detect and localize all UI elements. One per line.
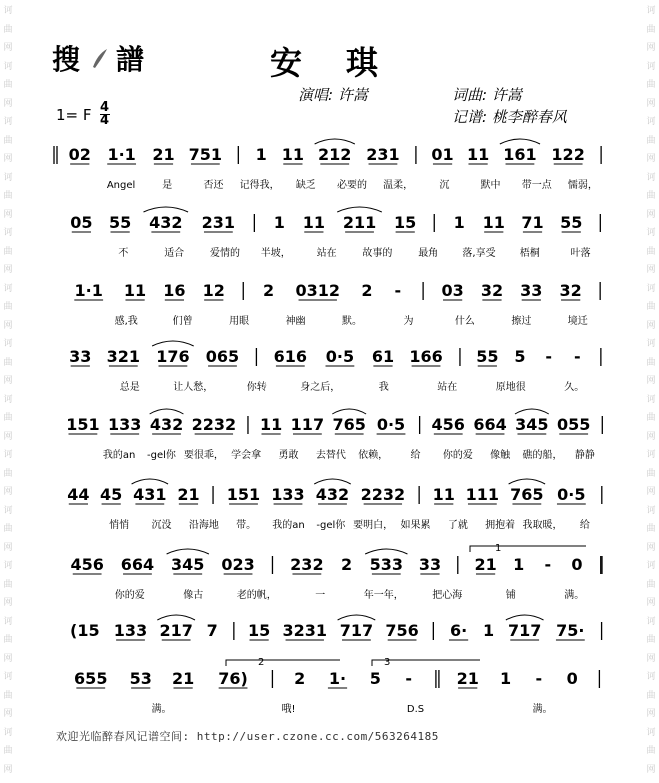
watermark-char: 诃 bbox=[3, 672, 13, 682]
lyric-word: 适合 bbox=[164, 248, 185, 259]
watermark-char: 曲 bbox=[3, 468, 13, 479]
lyric-word: 像触 bbox=[490, 450, 511, 461]
note-group: 217 bbox=[159, 621, 193, 640]
watermark-char: 诃 bbox=[3, 61, 13, 72]
note-group: 71 bbox=[521, 213, 544, 232]
note-group: 33 bbox=[69, 347, 92, 366]
lyric-word: 满。 bbox=[564, 590, 585, 601]
note-group: (15 bbox=[70, 621, 100, 640]
note-group: 133 bbox=[108, 415, 142, 434]
note-group: 717 bbox=[507, 621, 542, 640]
note-group: 21 bbox=[177, 485, 200, 504]
note-group: 1·1 bbox=[74, 281, 103, 300]
lyric-word: 如果累 bbox=[400, 520, 431, 531]
note-group: 44 bbox=[67, 485, 90, 504]
time-bottom: 4 bbox=[99, 113, 110, 128]
note-group: 1· bbox=[328, 669, 347, 688]
note-group: 0·5 bbox=[325, 347, 355, 366]
volta-bracket bbox=[226, 660, 340, 666]
watermark-char: 曲 bbox=[3, 635, 13, 645]
lyric-word: 拥抱着 bbox=[485, 520, 516, 531]
note-group: 11 bbox=[466, 145, 490, 164]
volta-number: 1 bbox=[495, 543, 502, 554]
lyric-word: 最角 bbox=[418, 248, 439, 259]
lyric-word: 带一点 bbox=[521, 180, 552, 191]
singer-credit: 演唱: 许嵩 bbox=[298, 86, 368, 104]
slur bbox=[132, 479, 168, 484]
slur bbox=[332, 409, 366, 414]
watermark-char: 曲 bbox=[646, 524, 656, 534]
slur bbox=[509, 479, 545, 484]
slur bbox=[152, 341, 194, 346]
lyric-word: 为 bbox=[403, 316, 414, 327]
note-group: 664 bbox=[120, 555, 155, 574]
watermark-char: 诃 bbox=[646, 61, 656, 72]
lyric-word: 我的an bbox=[102, 450, 136, 461]
watermark-char: 网 bbox=[3, 709, 13, 719]
note-group: 432 bbox=[149, 415, 184, 434]
note-group: - bbox=[544, 555, 552, 574]
watermark-char: 诃 bbox=[3, 450, 13, 460]
watermark-char: 诃 bbox=[646, 561, 656, 571]
note-group: 456 bbox=[70, 555, 104, 574]
slur bbox=[143, 207, 188, 212]
note-group: 11 bbox=[432, 485, 455, 504]
note-group: 117 bbox=[290, 415, 325, 434]
watermark-char: 网 bbox=[3, 209, 13, 220]
note-group: 61 bbox=[371, 347, 395, 366]
lyric-word: 原地很 bbox=[495, 382, 526, 393]
slur bbox=[167, 549, 209, 554]
watermark-char: 诃 bbox=[3, 117, 13, 127]
note-group: 431 bbox=[133, 485, 167, 504]
watermark-char: 网 bbox=[3, 487, 13, 497]
watermark-char: 曲 bbox=[646, 468, 656, 479]
lyric-word: 是 bbox=[162, 180, 173, 191]
watermark-char: 曲 bbox=[646, 413, 656, 423]
note-group: - bbox=[535, 669, 543, 688]
lyric-word: 静静 bbox=[574, 450, 595, 461]
watermark-char: 网 bbox=[3, 764, 13, 775]
note-group: 345 bbox=[171, 555, 205, 574]
watermark-char: 网 bbox=[3, 320, 13, 331]
watermark-char: 诃 bbox=[646, 394, 656, 405]
watermark-char: 诃 bbox=[646, 6, 656, 16]
lyric-word: 把心海 bbox=[432, 590, 463, 601]
note-group: 2 bbox=[341, 555, 353, 574]
watermark-char: 曲 bbox=[646, 246, 656, 257]
slur bbox=[506, 615, 544, 620]
logo-char-1: 搜 bbox=[52, 43, 85, 76]
note-group: 717 bbox=[339, 621, 374, 640]
note-group: 0312 bbox=[295, 281, 340, 300]
lyric-word: 久。 bbox=[564, 382, 585, 393]
lyric-word: 懦弱， bbox=[567, 180, 598, 191]
watermark-char: 诃 bbox=[3, 561, 13, 571]
time-top: 4 bbox=[99, 100, 110, 115]
note-group: 33 bbox=[520, 281, 543, 300]
note-group: 756 bbox=[385, 621, 419, 640]
lyric-word: 给 bbox=[410, 450, 421, 461]
watermark-char: 网 bbox=[646, 154, 656, 164]
note-group: 345 bbox=[515, 415, 549, 434]
watermark-char: 诃 bbox=[646, 616, 656, 627]
lyric-word: -gel你 bbox=[147, 450, 176, 461]
slur bbox=[365, 549, 407, 554]
note-group: 32 bbox=[559, 281, 582, 300]
note-group: 151 bbox=[226, 485, 261, 504]
note-group: 2232 bbox=[360, 485, 406, 504]
watermark-char: 曲 bbox=[3, 746, 13, 756]
slur bbox=[314, 479, 350, 484]
watermark-char: 网 bbox=[3, 265, 13, 275]
watermark-char: 诃 bbox=[646, 172, 656, 183]
note-group: 21 bbox=[474, 555, 497, 574]
lyric-word: 铺 bbox=[505, 590, 516, 601]
lyric-word: 像古 bbox=[183, 590, 204, 601]
note-group: 456 bbox=[431, 415, 465, 434]
note-group: 11 bbox=[482, 213, 505, 232]
note-group: 0·5 bbox=[557, 485, 586, 504]
watermark-char: 诃 bbox=[3, 394, 13, 405]
note-group: - bbox=[574, 347, 581, 366]
lyric-word: 用眼 bbox=[229, 316, 250, 327]
watermark-char: 诃 bbox=[646, 672, 656, 682]
watermark-char: 曲 bbox=[646, 302, 656, 312]
note-group: 05 bbox=[70, 213, 93, 232]
watermark-char: 诃 bbox=[3, 172, 13, 183]
lyric-word: 沉 bbox=[439, 180, 450, 191]
note-group: 21 bbox=[456, 669, 479, 688]
lyric-word: 感,我 bbox=[114, 316, 138, 327]
note-group: 6· bbox=[449, 621, 468, 640]
watermark-char: 曲 bbox=[646, 746, 656, 756]
note-group: 1 bbox=[499, 669, 512, 688]
note-group: 212 bbox=[318, 145, 352, 164]
lyric-word: 擦过 bbox=[511, 316, 532, 327]
note-group: 11 bbox=[123, 281, 147, 300]
note-group: 166 bbox=[409, 347, 443, 366]
volta-number: 3 bbox=[384, 657, 391, 668]
note-group: 161 bbox=[503, 145, 537, 164]
note-group: 12 bbox=[202, 281, 225, 300]
footer-link-text: 欢迎光临醉春风记谱空间: http://user.czone.cc.com/563264185 bbox=[56, 730, 439, 743]
watermark-char: 网 bbox=[646, 709, 656, 719]
watermark-char: 诃 bbox=[646, 505, 656, 516]
lyric-word: 沿海地 bbox=[188, 520, 219, 531]
watermark-char: 网 bbox=[3, 98, 13, 109]
note-group: 655 bbox=[74, 669, 108, 688]
lyric-word: 故事的 bbox=[362, 248, 393, 259]
watermark-char: 网 bbox=[646, 487, 656, 497]
note-group: 1·1 bbox=[107, 145, 136, 164]
note-group: 2 bbox=[294, 669, 306, 688]
lyric-word: 温柔， bbox=[383, 180, 414, 191]
note-group: 321 bbox=[106, 347, 141, 366]
lyric-word: 站在 bbox=[316, 248, 337, 259]
watermark-char: 网 bbox=[3, 542, 13, 553]
watermark-char: 网 bbox=[646, 265, 656, 275]
note-group: 45 bbox=[100, 485, 123, 504]
note-group: 232 bbox=[290, 555, 324, 574]
volta-bracket bbox=[470, 546, 586, 552]
watermark-char: 诃 bbox=[3, 505, 13, 516]
note-group: 1 bbox=[483, 621, 495, 640]
lyric-word: 站在 bbox=[437, 382, 458, 393]
note-group: 055 bbox=[556, 415, 591, 434]
note-group: 111 bbox=[465, 485, 500, 504]
lyric-word: 记得我， bbox=[239, 180, 280, 191]
note-group: 5 bbox=[514, 347, 526, 366]
lyric-word: 叶落 bbox=[570, 248, 591, 259]
note-group: 2 bbox=[262, 281, 275, 300]
watermark-char: 诃 bbox=[3, 6, 13, 16]
watermark-char: 诃 bbox=[3, 283, 13, 294]
lyric-word: 爱情的 bbox=[210, 248, 240, 259]
watermark-char: 网 bbox=[3, 598, 13, 608]
note-group: 1 bbox=[255, 145, 267, 164]
lyric-word: 老的帆， bbox=[236, 590, 277, 601]
watermark-char: 曲 bbox=[3, 690, 13, 701]
watermark-char: 网 bbox=[646, 764, 656, 775]
lyric-word: 要明白， bbox=[353, 520, 394, 531]
slur bbox=[338, 615, 376, 620]
lyric-word: 勇敢 bbox=[278, 450, 299, 461]
lyric-word: 你的爱 bbox=[114, 590, 145, 601]
watermark-char: 曲 bbox=[646, 690, 656, 701]
note-group: 0 bbox=[571, 555, 583, 574]
lyric-word: 去替代 bbox=[315, 450, 346, 461]
note-group: 664 bbox=[473, 415, 507, 434]
watermark-char: 曲 bbox=[3, 191, 13, 201]
slur bbox=[337, 207, 382, 212]
watermark-char: 网 bbox=[3, 376, 13, 386]
note-group: 2 bbox=[361, 281, 373, 300]
watermark-char: 网 bbox=[646, 209, 656, 220]
lyric-word: 境迁 bbox=[567, 316, 588, 327]
lyric-word: 满。 bbox=[151, 704, 172, 715]
watermark-char: 诃 bbox=[646, 228, 656, 238]
note-group: 03 bbox=[441, 281, 464, 300]
watermark-char: 诃 bbox=[646, 450, 656, 460]
slur bbox=[500, 139, 540, 144]
watermark-char: 网 bbox=[646, 653, 656, 664]
note-group: 55 bbox=[560, 213, 583, 232]
note-group: 02 bbox=[68, 145, 91, 164]
note-group: 15 bbox=[394, 213, 417, 232]
watermark-char: 网 bbox=[646, 376, 656, 386]
note-group: 1 bbox=[273, 213, 285, 232]
note-group: 065 bbox=[205, 347, 240, 366]
note-group: 75· bbox=[556, 621, 585, 640]
slur bbox=[150, 409, 184, 414]
watermark-char: 诃 bbox=[646, 117, 656, 127]
song-title: 安琪 bbox=[270, 44, 423, 82]
lyric-word: 落,享受 bbox=[462, 248, 496, 259]
lyric-word: 你转 bbox=[246, 382, 267, 393]
watermark-char: 曲 bbox=[3, 524, 13, 534]
note-group: 765 bbox=[510, 485, 544, 504]
note-group: 55 bbox=[108, 213, 132, 232]
watermark-char: 曲 bbox=[3, 24, 13, 35]
note-group: 1 bbox=[513, 555, 525, 574]
watermark-char: 网 bbox=[646, 542, 656, 553]
note-group: 11 bbox=[302, 213, 325, 232]
watermark-char: 网 bbox=[646, 431, 656, 442]
note-group: 176 bbox=[156, 347, 190, 366]
note-group: 16 bbox=[163, 281, 186, 300]
note-group: 32 bbox=[480, 281, 504, 300]
watermark-char: 诃 bbox=[3, 228, 13, 238]
note-group: 15 bbox=[247, 621, 271, 640]
watermark-char: 曲 bbox=[3, 135, 13, 146]
lyric-word: 总是 bbox=[119, 382, 140, 393]
note-group: 21 bbox=[171, 669, 195, 688]
watermark-char: 曲 bbox=[3, 80, 13, 90]
watermark-char: 曲 bbox=[646, 135, 656, 146]
lyric-word: 身之后， bbox=[300, 382, 341, 393]
lyric-word: 礁的船， bbox=[522, 450, 563, 461]
watermark-char: 诃 bbox=[3, 339, 13, 349]
note-group: 11 bbox=[259, 415, 283, 434]
note-group: 751 bbox=[188, 145, 223, 164]
note-group: 211 bbox=[342, 213, 377, 232]
note-group: 2232 bbox=[191, 415, 237, 434]
watermark-char: 诃 bbox=[646, 283, 656, 294]
watermark-char: 网 bbox=[646, 320, 656, 331]
lyric-word: 带。 bbox=[236, 520, 257, 531]
slur bbox=[315, 139, 355, 144]
lyric-word: Angel bbox=[106, 180, 136, 191]
watermark-char: 曲 bbox=[646, 357, 656, 368]
lyric-word: 沉没 bbox=[151, 520, 172, 531]
note-group: 432 bbox=[315, 485, 350, 504]
watermark-char: 曲 bbox=[3, 302, 13, 312]
lyric-word: D.S bbox=[406, 704, 425, 715]
key-label: 1= F bbox=[56, 105, 92, 124]
lyric-word: 你的爱 bbox=[442, 450, 473, 461]
lyric-word: 缺乏 bbox=[295, 180, 316, 191]
volta-number: 2 bbox=[258, 657, 265, 668]
lyric-word: 给 bbox=[579, 520, 590, 531]
logo-char-2: 譜 bbox=[116, 43, 149, 76]
lyric-word: 了就 bbox=[447, 520, 468, 531]
lyric-word: 默中 bbox=[480, 180, 501, 191]
watermark-char: 诃 bbox=[3, 727, 13, 738]
watermark-char: 曲 bbox=[3, 413, 13, 423]
transcriber-credit: 记谱: 桃李醉春风 bbox=[452, 108, 567, 126]
note-group: 55 bbox=[476, 347, 499, 366]
watermark-char: 曲 bbox=[3, 579, 13, 590]
lyric-word: 否还 bbox=[203, 180, 224, 191]
lyric-word: 默。 bbox=[342, 316, 362, 327]
watermark-char: 诃 bbox=[646, 727, 656, 738]
note-group: 765 bbox=[332, 415, 366, 434]
lyric-word: 让人愁， bbox=[173, 382, 214, 393]
watermark-char: 网 bbox=[3, 431, 13, 442]
note-group: 133 bbox=[113, 621, 148, 640]
slur bbox=[515, 409, 549, 414]
lyric-word: 悄悄 bbox=[109, 520, 130, 531]
note-group: 231 bbox=[366, 145, 400, 164]
watermark-char: 网 bbox=[3, 154, 13, 164]
note-group: - bbox=[545, 347, 552, 366]
lyric-word: 我的an bbox=[272, 520, 305, 531]
note-group: 33 bbox=[418, 555, 442, 574]
watermark-char: 网 bbox=[3, 653, 13, 664]
lyric-word: 必要的 bbox=[337, 180, 367, 191]
note-group: 3231 bbox=[282, 621, 328, 640]
lyric-word: 满。 bbox=[532, 704, 553, 715]
watermark-char: 曲 bbox=[3, 357, 13, 368]
lyric-word: 半坡， bbox=[260, 248, 291, 259]
watermark-char: 诃 bbox=[3, 616, 13, 627]
watermark-char: 网 bbox=[646, 98, 656, 109]
watermark-char: 曲 bbox=[3, 246, 13, 257]
lyric-word: 梧桐 bbox=[519, 248, 540, 259]
slur bbox=[157, 615, 195, 620]
lyric-word: 哦! bbox=[281, 704, 296, 715]
note-group: 1 bbox=[453, 213, 465, 232]
note-group: 133 bbox=[271, 485, 305, 504]
note-group: - bbox=[405, 669, 412, 688]
lyric-word: 依赖， bbox=[358, 450, 389, 461]
watermark-char: 曲 bbox=[646, 80, 656, 90]
watermark-char: 曲 bbox=[646, 24, 656, 35]
lyric-word: 要很乖， bbox=[183, 450, 224, 461]
note-group: 151 bbox=[66, 415, 100, 434]
note-group: 533 bbox=[369, 555, 404, 574]
note-group: 21 bbox=[152, 145, 175, 164]
note-group: - bbox=[394, 281, 402, 300]
note-group: 0·5 bbox=[376, 415, 406, 434]
note-group: 616 bbox=[273, 347, 308, 366]
note-group: 7 bbox=[206, 621, 218, 640]
watermark-char: 曲 bbox=[646, 635, 656, 645]
lyric-word: 神幽 bbox=[285, 316, 306, 327]
note-group: 231 bbox=[201, 213, 236, 232]
lyric-word: -gel你 bbox=[316, 520, 346, 531]
watermark-char: 网 bbox=[646, 598, 656, 608]
watermark-char: 诃 bbox=[646, 339, 656, 349]
note-group: 76) bbox=[218, 669, 248, 688]
note-group: 53 bbox=[129, 669, 152, 688]
note-group: 023 bbox=[221, 555, 255, 574]
lyric-word: 什么 bbox=[454, 316, 475, 327]
watermark-char: 曲 bbox=[646, 579, 656, 590]
lyric-word: 学会拿 bbox=[231, 450, 262, 461]
note-group: 11 bbox=[281, 145, 305, 164]
note-group: 01 bbox=[431, 145, 454, 164]
lyric-word: 一 bbox=[315, 590, 326, 601]
composer-credit: 词曲: 许嵩 bbox=[452, 86, 522, 104]
lyric-word: 我 bbox=[378, 382, 389, 393]
note-group: 0 bbox=[566, 669, 578, 688]
note-group: 432 bbox=[149, 213, 183, 232]
lyric-word: 年一年， bbox=[363, 590, 404, 601]
watermark-char: 网 bbox=[646, 43, 656, 53]
note-group: 122 bbox=[551, 145, 585, 164]
note-group: 5 bbox=[369, 669, 381, 688]
lyric-word: 我取暖， bbox=[522, 520, 563, 531]
lyric-word: 们曾 bbox=[172, 316, 193, 327]
watermark-char: 网 bbox=[3, 43, 13, 53]
watermark-char: 曲 bbox=[646, 191, 656, 201]
lyric-word: 不 bbox=[118, 248, 129, 259]
